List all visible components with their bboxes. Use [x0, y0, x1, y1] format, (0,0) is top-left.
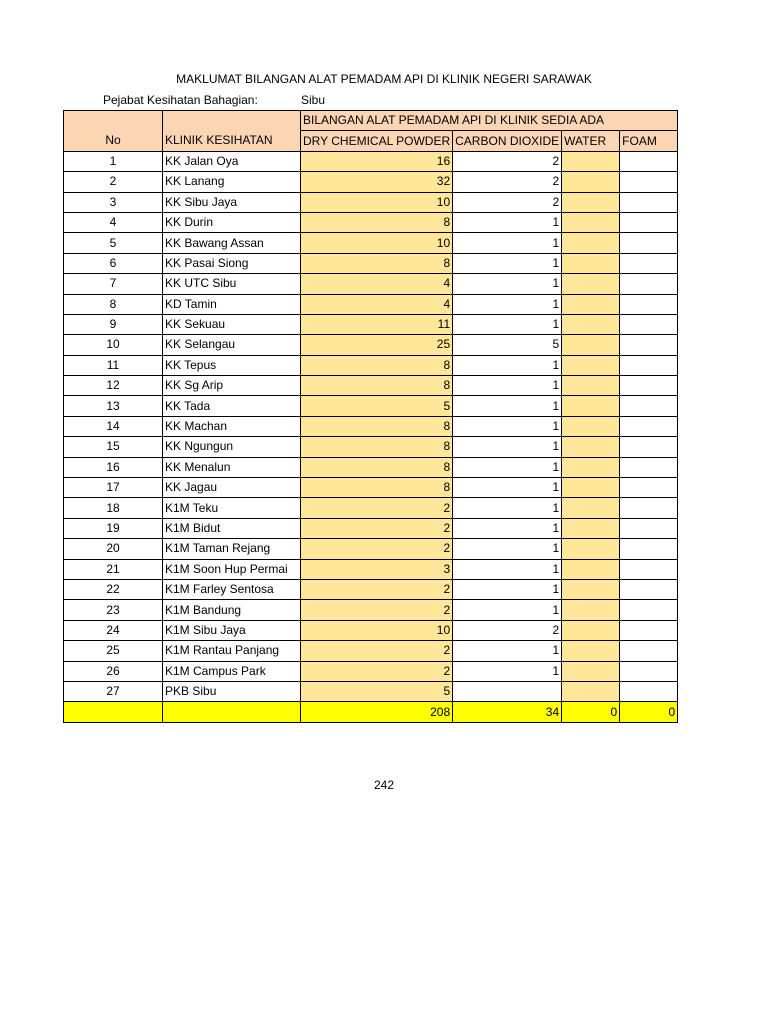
row-dry-count: 4	[301, 274, 453, 294]
document-title: MAKLUMAT BILANGAN ALAT PEMADAM API DI KLINIK NEGERI SARAWAK	[176, 72, 592, 86]
row-dry-count: 2	[301, 661, 453, 681]
row-clinic-name: KK Sibu Jaya	[163, 192, 301, 212]
row-dry-count: 2	[301, 539, 453, 559]
row-dry-count: 5	[301, 681, 453, 701]
row-co2-count: 2	[453, 172, 562, 192]
row-water-count	[562, 681, 620, 701]
row-dry-count: 10	[301, 233, 453, 253]
table-row	[64, 151, 678, 171]
row-water-count	[562, 661, 620, 681]
row-no: 8	[64, 294, 163, 314]
row-no: 18	[64, 498, 163, 518]
row-dry-count: 2	[301, 641, 453, 661]
row-co2-count: 1	[453, 641, 562, 661]
row-dry-count: 8	[301, 376, 453, 396]
table-row	[64, 396, 678, 416]
table-row	[64, 233, 678, 253]
row-foam-count	[620, 314, 678, 334]
row-dry-count: 32	[301, 172, 453, 192]
table-row	[64, 661, 678, 681]
table-row	[64, 172, 678, 192]
row-co2-count: 1	[453, 274, 562, 294]
header-blank-no	[64, 111, 163, 131]
totals-name	[163, 702, 301, 722]
row-dry-count: 8	[301, 457, 453, 477]
row-clinic-name: KK Machan	[163, 416, 301, 436]
header-no: No	[64, 131, 163, 151]
row-clinic-name: KK Bawang Assan	[163, 233, 301, 253]
totals-no	[64, 702, 163, 722]
row-foam-count	[620, 151, 678, 171]
row-co2-count	[453, 681, 562, 701]
row-clinic-name: KD Tamin	[163, 294, 301, 314]
row-no: 11	[64, 355, 163, 375]
row-foam-count	[620, 192, 678, 212]
row-clinic-name: K1M Bidut	[163, 518, 301, 538]
row-water-count	[562, 498, 620, 518]
row-water-count	[562, 274, 620, 294]
row-clinic-name: KK Durin	[163, 212, 301, 232]
row-foam-count	[620, 600, 678, 620]
row-co2-count: 5	[453, 335, 562, 355]
total-co2: 34	[453, 702, 562, 722]
row-co2-count: 1	[453, 661, 562, 681]
row-no: 20	[64, 539, 163, 559]
row-co2-count: 1	[453, 416, 562, 436]
row-no: 15	[64, 437, 163, 457]
row-water-count	[562, 539, 620, 559]
row-co2-count: 2	[453, 620, 562, 640]
row-co2-count: 2	[453, 192, 562, 212]
row-water-count	[562, 294, 620, 314]
row-dry-count: 8	[301, 355, 453, 375]
table-row	[64, 416, 678, 436]
row-clinic-name: K1M Sibu Jaya	[163, 620, 301, 640]
table-row	[64, 579, 678, 599]
row-foam-count	[620, 559, 678, 579]
row-foam-count	[620, 457, 678, 477]
row-water-count	[562, 641, 620, 661]
row-clinic-name: K1M Farley Sentosa	[163, 579, 301, 599]
row-clinic-name: K1M Teku	[163, 498, 301, 518]
row-clinic-name: KK Jalan Oya	[163, 151, 301, 171]
total-foam: 0	[620, 702, 678, 722]
row-no: 1	[64, 151, 163, 171]
table-row	[64, 681, 678, 701]
table-row	[64, 274, 678, 294]
row-water-count	[562, 355, 620, 375]
row-dry-count: 5	[301, 396, 453, 416]
row-co2-count: 1	[453, 559, 562, 579]
row-no: 23	[64, 600, 163, 620]
row-foam-count	[620, 478, 678, 498]
table-row	[64, 620, 678, 640]
row-clinic-name: KK Jagau	[163, 478, 301, 498]
row-foam-count	[620, 335, 678, 355]
totals-row	[64, 702, 678, 722]
row-clinic-name: KK UTC Sibu	[163, 274, 301, 294]
row-dry-count: 10	[301, 192, 453, 212]
row-clinic-name: KK Tada	[163, 396, 301, 416]
table-row	[64, 600, 678, 620]
row-dry-count: 2	[301, 498, 453, 518]
row-dry-count: 2	[301, 518, 453, 538]
table-row	[64, 376, 678, 396]
row-foam-count	[620, 437, 678, 457]
table-row	[64, 498, 678, 518]
row-clinic-name: K1M Taman Rejang	[163, 539, 301, 559]
row-dry-count: 2	[301, 579, 453, 599]
row-water-count	[562, 335, 620, 355]
row-no: 13	[64, 396, 163, 416]
table-row	[64, 539, 678, 559]
row-dry-count: 3	[301, 559, 453, 579]
table-row	[64, 437, 678, 457]
row-dry-count: 11	[301, 314, 453, 334]
header-foam: FOAM	[620, 131, 678, 151]
row-foam-count	[620, 212, 678, 232]
row-foam-count	[620, 355, 678, 375]
row-clinic-name: KK Selangau	[163, 335, 301, 355]
row-no: 25	[64, 641, 163, 661]
row-clinic-name: KK Sg Arip	[163, 376, 301, 396]
row-no: 14	[64, 416, 163, 436]
office-label: Pejabat Kesihatan Bahagian:	[103, 93, 258, 107]
row-foam-count	[620, 641, 678, 661]
table-row	[64, 294, 678, 314]
row-dry-count: 8	[301, 478, 453, 498]
row-co2-count: 1	[453, 233, 562, 253]
row-water-count	[562, 600, 620, 620]
row-clinic-name: K1M Bandung	[163, 600, 301, 620]
row-dry-count: 8	[301, 416, 453, 436]
table-row	[64, 314, 678, 334]
page-number: 242	[373, 778, 395, 792]
row-water-count	[562, 457, 620, 477]
row-clinic-name: KK Menalun	[163, 457, 301, 477]
row-water-count	[562, 376, 620, 396]
row-water-count	[562, 518, 620, 538]
row-water-count	[562, 253, 620, 273]
row-co2-count: 1	[453, 478, 562, 498]
table-row	[64, 355, 678, 375]
row-no: 5	[64, 233, 163, 253]
row-no: 19	[64, 518, 163, 538]
row-no: 6	[64, 253, 163, 273]
row-foam-count	[620, 294, 678, 314]
row-no: 21	[64, 559, 163, 579]
row-no: 7	[64, 274, 163, 294]
row-clinic-name: KK Tepus	[163, 355, 301, 375]
row-dry-count: 4	[301, 294, 453, 314]
row-foam-count	[620, 376, 678, 396]
row-no: 24	[64, 620, 163, 640]
table-row	[64, 518, 678, 538]
row-foam-count	[620, 396, 678, 416]
header-water: WATER	[562, 131, 620, 151]
row-water-count	[562, 212, 620, 232]
row-dry-count: 8	[301, 437, 453, 457]
table-row	[64, 559, 678, 579]
row-water-count	[562, 396, 620, 416]
row-no: 10	[64, 335, 163, 355]
row-no: 2	[64, 172, 163, 192]
row-dry-count: 8	[301, 212, 453, 232]
table-row	[64, 335, 678, 355]
row-co2-count: 1	[453, 212, 562, 232]
row-foam-count	[620, 233, 678, 253]
row-water-count	[562, 233, 620, 253]
row-foam-count	[620, 620, 678, 640]
row-foam-count	[620, 416, 678, 436]
row-clinic-name: KK Ngungun	[163, 437, 301, 457]
row-dry-count: 25	[301, 335, 453, 355]
row-dry-count: 10	[301, 620, 453, 640]
row-co2-count: 1	[453, 498, 562, 518]
row-no: 12	[64, 376, 163, 396]
row-co2-count: 1	[453, 539, 562, 559]
row-no: 27	[64, 681, 163, 701]
row-foam-count	[620, 172, 678, 192]
row-clinic-name: PKB Sibu	[163, 681, 301, 701]
row-no: 16	[64, 457, 163, 477]
row-clinic-name: K1M Campus Park	[163, 661, 301, 681]
row-water-count	[562, 172, 620, 192]
row-co2-count: 2	[453, 151, 562, 171]
row-dry-count: 16	[301, 151, 453, 171]
table-row	[64, 212, 678, 232]
row-co2-count: 1	[453, 518, 562, 538]
total-dry: 208	[301, 702, 453, 722]
row-water-count	[562, 559, 620, 579]
row-no: 4	[64, 212, 163, 232]
row-co2-count: 1	[453, 294, 562, 314]
row-foam-count	[620, 661, 678, 681]
table-row	[64, 478, 678, 498]
row-water-count	[562, 416, 620, 436]
row-water-count	[562, 620, 620, 640]
row-co2-count: 1	[453, 355, 562, 375]
header-co2: CARBON DIOXIDE	[453, 131, 562, 151]
row-no: 9	[64, 314, 163, 334]
row-clinic-name: KK Sekuau	[163, 314, 301, 334]
office-value: Sibu	[301, 93, 326, 107]
table-body	[64, 151, 678, 702]
row-foam-count	[620, 681, 678, 701]
table-row	[64, 641, 678, 661]
row-water-count	[562, 151, 620, 171]
row-water-count	[562, 579, 620, 599]
fire-extinguisher-table	[63, 110, 678, 723]
row-co2-count: 1	[453, 396, 562, 416]
row-foam-count	[620, 518, 678, 538]
row-co2-count: 1	[453, 314, 562, 334]
row-foam-count	[620, 579, 678, 599]
row-co2-count: 1	[453, 253, 562, 273]
header-dry: DRY CHEMICAL POWDER	[301, 131, 453, 151]
row-water-count	[562, 192, 620, 212]
row-water-count	[562, 478, 620, 498]
row-no: 3	[64, 192, 163, 212]
header-blank-clinic	[163, 111, 301, 131]
row-foam-count	[620, 274, 678, 294]
table-row	[64, 192, 678, 212]
row-clinic-name: KK Lanang	[163, 172, 301, 192]
row-water-count	[562, 314, 620, 334]
row-co2-count: 1	[453, 437, 562, 457]
row-foam-count	[620, 498, 678, 518]
row-co2-count: 1	[453, 457, 562, 477]
row-no: 17	[64, 478, 163, 498]
row-foam-count	[620, 253, 678, 273]
header-group: BILANGAN ALAT PEMADAM API DI KLINIK SEDIA ADA	[301, 111, 678, 131]
row-co2-count: 1	[453, 600, 562, 620]
total-water: 0	[562, 702, 620, 722]
row-co2-count: 1	[453, 579, 562, 599]
table-row	[64, 457, 678, 477]
row-water-count	[562, 437, 620, 457]
table-row	[64, 253, 678, 273]
row-dry-count: 2	[301, 600, 453, 620]
row-co2-count: 1	[453, 376, 562, 396]
row-dry-count: 8	[301, 253, 453, 273]
row-foam-count	[620, 539, 678, 559]
header-clinic: KLINIK KESIHATAN	[163, 131, 301, 151]
row-clinic-name: K1M Soon Hup Permai	[163, 559, 301, 579]
row-no: 26	[64, 661, 163, 681]
row-no: 22	[64, 579, 163, 599]
row-clinic-name: KK Pasai Siong	[163, 253, 301, 273]
row-clinic-name: K1M Rantau Panjang	[163, 641, 301, 661]
